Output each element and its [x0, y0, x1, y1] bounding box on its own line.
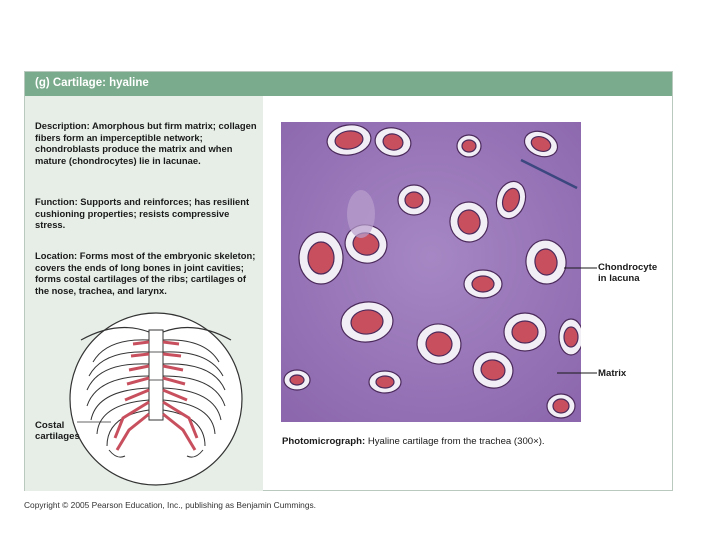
description-block	[35, 120, 260, 166]
copyright-notice: Copyright © 2005 Pearson Education, Inc., publishing as Benjamin Cummings.	[24, 500, 317, 510]
location-label: Location:	[35, 250, 78, 261]
location-block	[35, 250, 260, 296]
function-text: Supports and reinforces; has resilient cushioning properties; resists compressive stress.	[35, 196, 250, 231]
figure-panel	[24, 71, 673, 491]
micrograph-caption	[282, 436, 545, 447]
figure-title: (g) Cartilage: hyaline	[35, 77, 149, 89]
chondrocyte-label: Chondrocyte in lacuna	[598, 262, 658, 284]
rib-cage-diagram	[67, 310, 245, 488]
figure-header	[25, 72, 672, 96]
description-label: Description:	[35, 120, 90, 131]
caption-text: Hyaline cartilage from the trachea (300×).	[365, 436, 545, 447]
function-label: Function:	[35, 196, 78, 207]
label-leader-lines	[281, 122, 601, 422]
info-sidebar	[25, 96, 263, 491]
matrix-label: Matrix	[598, 368, 627, 379]
caption-label: Photomicrograph:	[282, 436, 366, 447]
costal-cartilages-label: Costal cartilages	[35, 420, 80, 442]
location-text: Forms most of the embryonic skeleton; covers the ends of long bones in joint cavities; forms costal cartilages of the ribs; cartilages of the nose, trachea, and larynx.	[35, 250, 256, 296]
function-block	[35, 196, 260, 231]
description-text: Amorphous but firm matrix; collagen fibers form an imperceptible network; chondroblasts produce the matrix and when mature (chondrocytes) lie in lacunae.	[35, 120, 257, 166]
